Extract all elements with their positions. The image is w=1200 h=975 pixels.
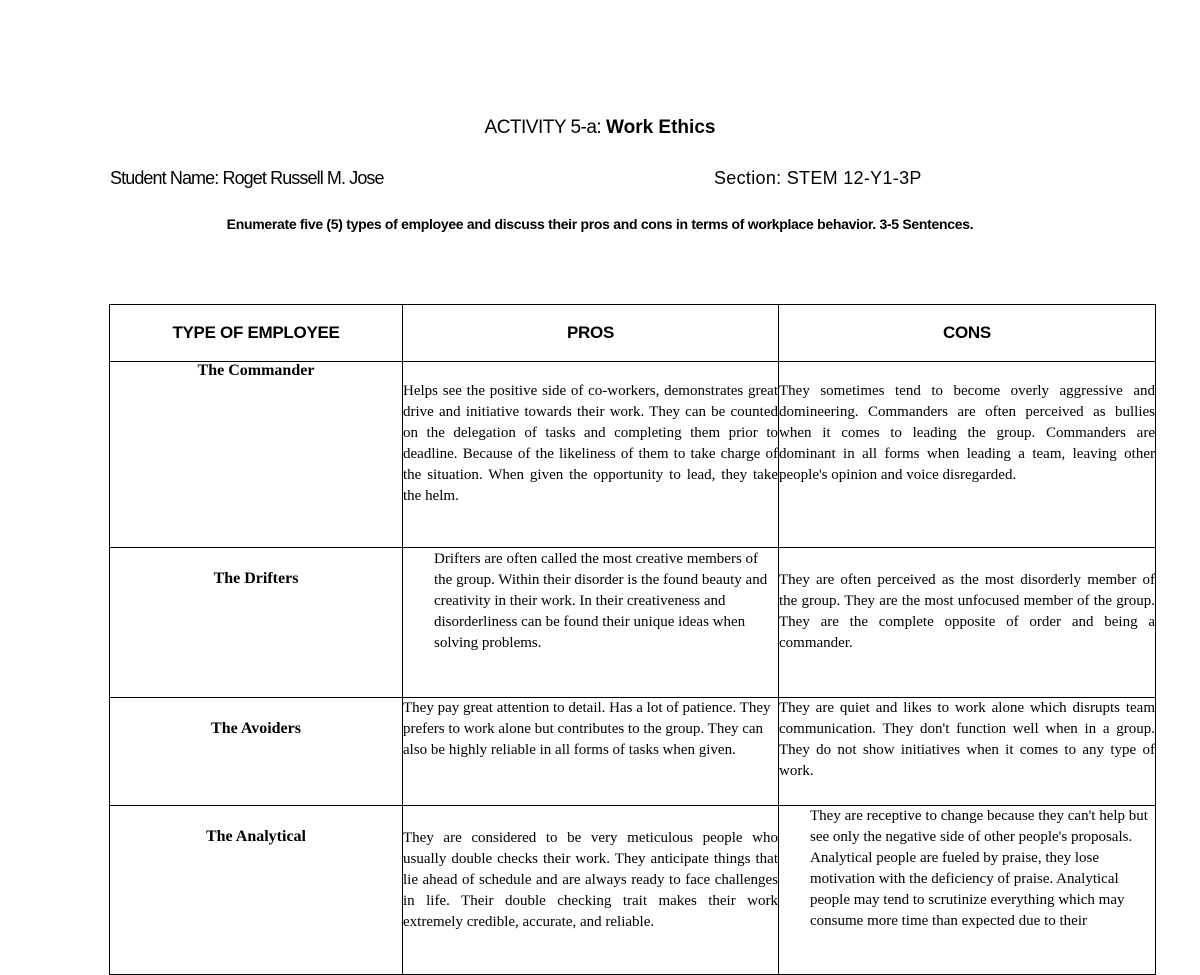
employee-type: The Avoiders — [110, 698, 403, 806]
title-prefix: ACTIVITY 5-a: — [484, 117, 606, 138]
table-row — [110, 362, 1156, 548]
pros-cell: They pay great attention to detail. Has a lot of patience. They prefers to work alone but contributes to the group. They can also be highly reliable in all forms of tasks when given. — [403, 698, 779, 806]
page-title — [0, 117, 1200, 139]
header-pros: PROS — [403, 305, 779, 362]
table-row — [110, 806, 1156, 975]
header-cons: CONS — [779, 305, 1156, 362]
table-row — [110, 698, 1156, 806]
instructions: Enumerate five (5) types of employee and discuss their pros and cons in terms of workplace behavior. 3-5 Sentences. — [226, 216, 974, 232]
student-name: Student Name: Roget Russell M. Jose — [110, 168, 384, 188]
pros-cell: Helps see the positive side of co-workers, demonstrates great drive and initiative towards their work. They can be counted on the delegation of tasks and completing them prior to deadline. Because of the likeliness of them to take charge of the situation. When given the opportunity to lead, they take the helm. — [403, 362, 779, 548]
pros-cell: Drifters are often called the most creative members of the group. Within their disorder is the found beauty and creativity in their work. In their creativeness and disorderliness can be found their unique ideas when solving problems. — [403, 548, 779, 698]
table-row — [110, 548, 1156, 698]
title-bold: Work Ethics — [606, 117, 716, 138]
cons-cell: They sometimes tend to become overly aggressive and domineering. Commanders are often perceived as bullies when it comes to leading the group. Commanders are dominant in all forms when leading a team, leaving other people's opinion and voice disregarded. — [779, 362, 1156, 548]
cons-cell: They are receptive to change because they can't help but see only the negative side of other people's proposals. Analytical people are fueled by praise, they lose motivation with the deficiency of praise. Analytical people may tend to scrutinize everything which may consume more time than expected due to their — [779, 806, 1156, 975]
employee-type: The Analytical — [110, 806, 403, 975]
employee-types-table — [109, 304, 1156, 975]
cons-cell: They are often perceived as the most disorderly member of the group. They are the most unfocused member of the group. They are the complete opposite of order and being a commander. — [779, 548, 1156, 698]
header-type-of-employee: TYPE OF EMPLOYEE — [110, 305, 403, 362]
employee-type: The Drifters — [110, 548, 403, 698]
section-label: Section: STEM 12-Y1-3P — [714, 168, 922, 188]
cons-cell: They are quiet and likes to work alone which disrupts team communication. They don't function well when in a group. They do not show initiatives when it comes to any type of work. — [779, 698, 1156, 806]
table-header-row — [110, 305, 1156, 362]
pros-cell: They are considered to be very meticulous people who usually double checks their work. They anticipate things that lie ahead of schedule and are always ready to face challenges in life. Their double checking trait makes their work extremely credible, accurate, and reliable. — [403, 806, 779, 975]
employee-type: The Commander — [110, 362, 403, 548]
